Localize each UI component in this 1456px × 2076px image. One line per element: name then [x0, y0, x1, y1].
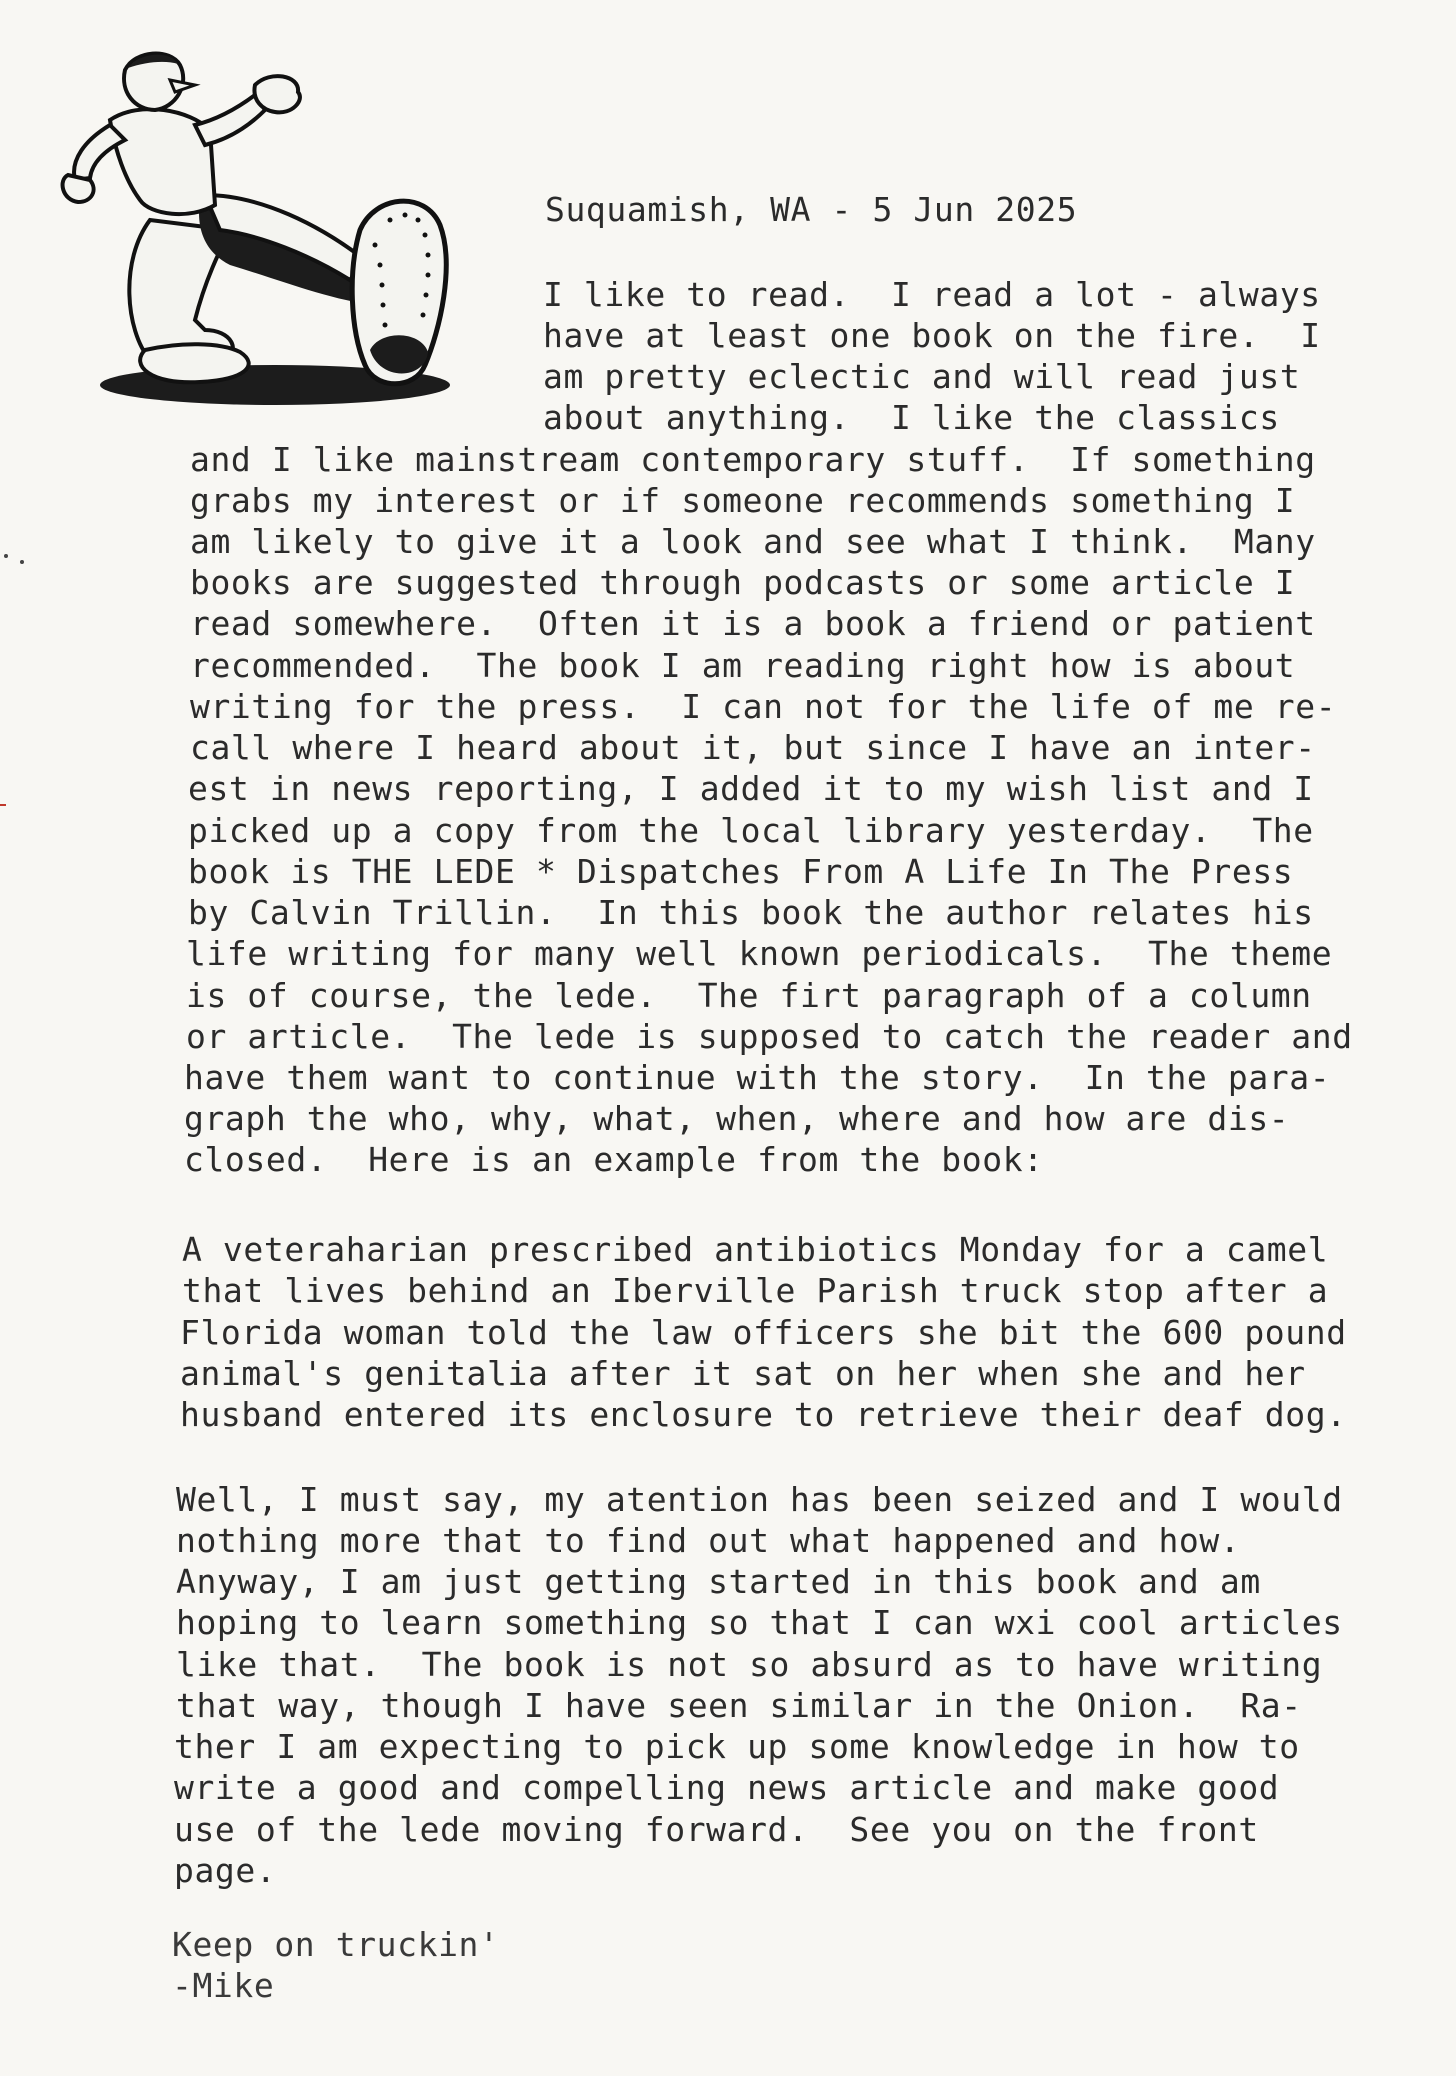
- text-line: writing for the press. I can not for the life of me re-: [190, 687, 1337, 726]
- stray-mark: [4, 554, 8, 558]
- text-line: like that. The book is not so absurd as to have writing: [176, 1645, 1323, 1684]
- text-line: grabs my interest or if someone recommends something I: [190, 481, 1296, 520]
- keep-on-truckin-figure-icon: [30, 30, 510, 410]
- text-line: write a good and compelling news article and make good: [174, 1768, 1280, 1807]
- text-line: and I like mainstream contemporary stuff. If something: [190, 440, 1316, 479]
- text-line: ther I am expecting to pick up some knowledge in how to: [174, 1727, 1300, 1766]
- text-line: est in news reporting, I added it to my wish list and I: [188, 769, 1314, 808]
- text-line: A veteraharian prescribed antibiotics Monday for a camel: [182, 1230, 1329, 1269]
- text-line: call where I heard about it, but since I have an inter-: [190, 728, 1316, 767]
- stray-red-mark: [0, 804, 6, 806]
- text-line: books are suggested through podcasts or some article I: [190, 563, 1296, 602]
- text-line: Anyway, I am just getting started in this book and am: [176, 1562, 1261, 1601]
- text-line: by Calvin Trillin. In this book the author relates his: [188, 893, 1314, 932]
- text-line: read somewhere. Often it is a book a friend or patient: [190, 604, 1316, 643]
- text-line: animal's genitalia after it sat on her when she and her: [180, 1354, 1306, 1393]
- text-line: graph the who, why, what, when, where and how are dis-: [184, 1099, 1290, 1138]
- text-line: use of the lede moving forward. See you on the front: [174, 1810, 1259, 1849]
- text-line: book is THE LEDE * Dispatches From A Life In The Press: [188, 852, 1294, 891]
- text-line: that lives behind an Iberville Parish truck stop after a: [182, 1271, 1329, 1310]
- text-line: Florida woman told the law officers she bit the 600 pound: [180, 1313, 1347, 1352]
- text-line: hoping to learn something so that I can wxi cool articles: [176, 1603, 1343, 1642]
- text-line: recommended. The book I am reading right how is about: [190, 646, 1296, 685]
- text-line: closed. Here is an example from the book:: [184, 1140, 1044, 1179]
- text-line: life writing for many well known periodicals. The theme: [186, 934, 1333, 973]
- signature-name: -Mike: [172, 1966, 275, 2005]
- text-line: page.: [174, 1851, 277, 1890]
- stray-mark: [20, 560, 24, 564]
- closing-line: Keep on truckin': [172, 1925, 500, 1964]
- text-line: that way, though I have seen similar in the Onion. Ra-: [176, 1686, 1302, 1725]
- text-line: I like to read. I read a lot - always: [543, 275, 1321, 314]
- text-line: or article. The lede is supposed to catch the reader and: [186, 1017, 1353, 1056]
- text-line: is of course, the lede. The firt paragraph of a column: [186, 976, 1312, 1015]
- text-line: am pretty eclectic and will read just: [543, 357, 1301, 396]
- dateline: Suquamish, WA - 5 Jun 2025: [545, 190, 1078, 229]
- text-line: Well, I must say, my atention has been seized and I would: [176, 1480, 1343, 1519]
- text-line: am likely to give it a look and see what I think. Many: [190, 522, 1316, 561]
- text-line: have at least one book on the fire. I: [543, 316, 1321, 355]
- text-line: picked up a copy from the local library yesterday. The: [188, 811, 1314, 850]
- text-line: about anything. I like the classics: [543, 398, 1280, 437]
- text-line: nothing more that to find out what happened and how.: [176, 1521, 1241, 1560]
- text-line: husband entered its enclosure to retrieve their deaf dog.: [180, 1395, 1347, 1434]
- text-line: have them want to continue with the story. In the para-: [184, 1058, 1331, 1097]
